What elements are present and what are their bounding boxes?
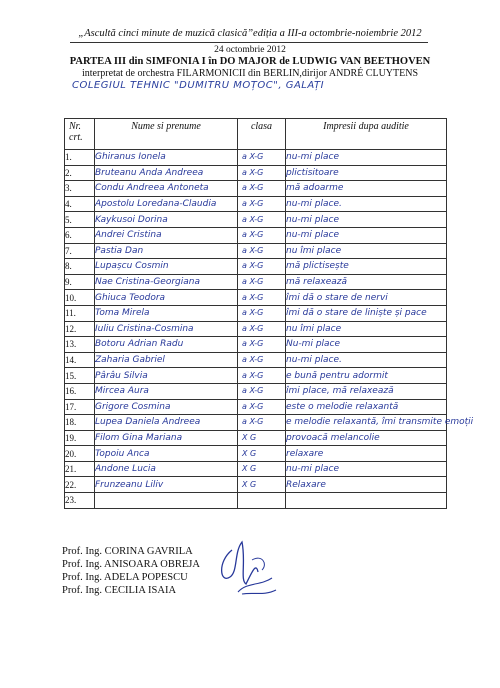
student-class: a X-G <box>238 337 286 353</box>
table-row <box>65 165 447 181</box>
student-class: a X-G <box>238 305 286 321</box>
table-row <box>65 290 447 306</box>
teacher-name: Prof. Ing. CECILIA ISAIA <box>62 585 177 596</box>
student-impression: nu-mi place <box>286 461 447 477</box>
student-class: a X-G <box>238 368 286 384</box>
student-impression: mă adoarme <box>286 181 447 197</box>
student-name: Bruteanu Anda Andreea <box>95 165 238 181</box>
student-class: a X-G <box>238 383 286 399</box>
student-class: a X-G <box>238 165 286 181</box>
teacher-list <box>62 545 200 597</box>
table-row <box>65 383 447 399</box>
row-number: 23. <box>65 493 95 509</box>
table-row <box>65 274 447 290</box>
row-number: 19. <box>65 430 95 446</box>
student-name: Lupea Daniela Andreea <box>95 415 238 431</box>
student-impression: este o melodie relaxantă <box>286 399 447 415</box>
performer-line: interpretat de orchestra FILARMONICII din BERLIN,dirijor ANDRÉ CLUYTENS <box>81 68 419 79</box>
student-class: X G <box>238 446 286 462</box>
student-impression: relaxare <box>286 446 447 462</box>
table-row <box>65 430 447 446</box>
student-class: X G <box>238 430 286 446</box>
header-divider <box>70 42 428 43</box>
table-row <box>65 493 447 509</box>
student-name: Ghiuca Teodora <box>95 290 238 306</box>
student-impression: Relaxare <box>286 477 447 493</box>
row-number: 10. <box>65 290 95 306</box>
student-name: Mircea Aura <box>95 383 238 399</box>
student-impression: îmi dă o stare de liniște și pace <box>286 305 447 321</box>
student-impression: nu îmi place <box>286 243 447 259</box>
student-name: Kaykusoi Dorina <box>95 212 238 228</box>
column-header-impression: Impresii dupa auditie <box>286 119 447 150</box>
student-name: Filom Gina Mariana <box>95 430 238 446</box>
student-name: Toma Mirela <box>95 305 238 321</box>
student-impression: Nu-mi place <box>286 337 447 353</box>
student-class: X G <box>238 461 286 477</box>
student-class <box>238 493 286 509</box>
student-name <box>95 493 238 509</box>
table-row <box>65 446 447 462</box>
row-number: 4. <box>65 196 95 212</box>
student-class: a X-G <box>238 196 286 212</box>
student-impression: îmi place, mă relaxează <box>286 383 447 399</box>
student-class: a X-G <box>238 259 286 275</box>
table-row <box>65 212 447 228</box>
student-impression: provoacă melancolie <box>286 430 447 446</box>
school-name: COLEGIUL TEHNIC "DUMITRU MOȚOC", GALAȚI <box>72 80 325 91</box>
piece-title: PARTEA III din SIMFONIA I în DO MAJOR de LUDWIG VAN BEETHOVEN <box>69 56 431 67</box>
table-row <box>65 181 447 197</box>
student-class: a X-G <box>238 227 286 243</box>
teacher-name: Prof. Ing. CORINA GAVRILA <box>62 546 193 557</box>
student-class: a X-G <box>238 150 286 166</box>
student-impression: e bună pentru adormit <box>286 368 447 384</box>
student-impression: mă plictisește <box>286 259 447 275</box>
table-row <box>65 461 447 477</box>
row-number: 2. <box>65 165 95 181</box>
student-impression: nu-mi place <box>286 227 447 243</box>
column-header-name: Nume si prenume <box>95 119 238 150</box>
table-row <box>65 337 447 353</box>
student-name: Andrei Cristina <box>95 227 238 243</box>
student-impression: mă relaxează <box>286 274 447 290</box>
table-row <box>65 415 447 431</box>
student-class: X G <box>238 477 286 493</box>
student-impression: îmi dă o stare de nervi <box>286 290 447 306</box>
table-row <box>65 321 447 337</box>
student-name: Botoru Adrian Radu <box>95 337 238 353</box>
row-number: 6. <box>65 227 95 243</box>
row-number: 3. <box>65 181 95 197</box>
signature-mark <box>212 532 282 602</box>
table-row <box>65 196 447 212</box>
student-class: a X-G <box>238 399 286 415</box>
student-impression: e melodie relaxantă, îmi transmite emoții <box>286 415 447 431</box>
row-number: 22. <box>65 477 95 493</box>
student-name: Andone Lucia <box>95 461 238 477</box>
student-name: Zaharia Gabriel <box>95 352 238 368</box>
student-name: Pârâu Silvia <box>95 368 238 384</box>
student-class: a X-G <box>238 290 286 306</box>
teacher-name: Prof. Ing. ADELA POPESCU <box>62 572 188 583</box>
table-row <box>65 368 447 384</box>
student-name: Frunzeanu Liliv <box>95 477 238 493</box>
row-number: 21. <box>65 461 95 477</box>
row-number: 20. <box>65 446 95 462</box>
teacher-name: Prof. Ing. ANISOARA OBREJA <box>62 559 200 570</box>
student-impression: nu îmi place <box>286 321 447 337</box>
student-class: a X-G <box>238 212 286 228</box>
student-name: Grigore Cosmina <box>95 399 238 415</box>
row-number: 7. <box>65 243 95 259</box>
row-number: 17. <box>65 399 95 415</box>
event-date: 24 octombrie 2012 <box>214 45 286 55</box>
student-class: a X-G <box>238 321 286 337</box>
table-header-row <box>65 119 447 150</box>
table-row <box>65 477 447 493</box>
table-row <box>65 243 447 259</box>
student-class: a X-G <box>238 243 286 259</box>
row-number: 8. <box>65 259 95 275</box>
row-number: 18. <box>65 415 95 431</box>
table-row <box>65 352 447 368</box>
row-number: 11. <box>65 305 95 321</box>
table-row <box>65 305 447 321</box>
student-class: a X-G <box>238 274 286 290</box>
row-number: 16. <box>65 383 95 399</box>
student-impression: nu-mi place. <box>286 196 447 212</box>
student-impression: nu-mi place <box>286 212 447 228</box>
student-name: Topoiu Anca <box>95 446 238 462</box>
row-number: 9. <box>65 274 95 290</box>
row-number: 15. <box>65 368 95 384</box>
row-number: 13. <box>65 337 95 353</box>
student-class: a X-G <box>238 352 286 368</box>
student-name: Condu Andreea Antoneta <box>95 181 238 197</box>
table-row <box>65 227 447 243</box>
table-row <box>65 399 447 415</box>
student-name: Apostolu Loredana-Claudia <box>95 196 238 212</box>
row-number: 1. <box>65 150 95 166</box>
column-header-class: clasa <box>238 119 286 150</box>
row-number: 12. <box>65 321 95 337</box>
column-header-nr: Nr. crt. <box>65 119 95 150</box>
event-title: „Ascultă cinci minute de muzică clasică”ediția a III-a octombrie-noiembrie 2012 <box>78 28 422 39</box>
table-row <box>65 150 447 166</box>
student-impression: nu-mi place <box>286 150 447 166</box>
student-name: Ghiranus Ionela <box>95 150 238 166</box>
survey-table <box>64 118 474 509</box>
student-class: a X-G <box>238 181 286 197</box>
row-number: 5. <box>65 212 95 228</box>
row-number: 14. <box>65 352 95 368</box>
table-body <box>65 150 474 509</box>
student-impression: nu-mi place. <box>286 352 447 368</box>
table-row <box>65 259 447 275</box>
student-impression: plictisitoare <box>286 165 447 181</box>
student-name: Iuliu Cristina-Cosmina <box>95 321 238 337</box>
student-name: Pastia Dan <box>95 243 238 259</box>
student-name: Lupașcu Cosmin <box>95 259 238 275</box>
student-name: Nae Cristina-Georgiana <box>95 274 238 290</box>
student-class: a X-G <box>238 415 286 431</box>
student-impression <box>286 493 447 509</box>
